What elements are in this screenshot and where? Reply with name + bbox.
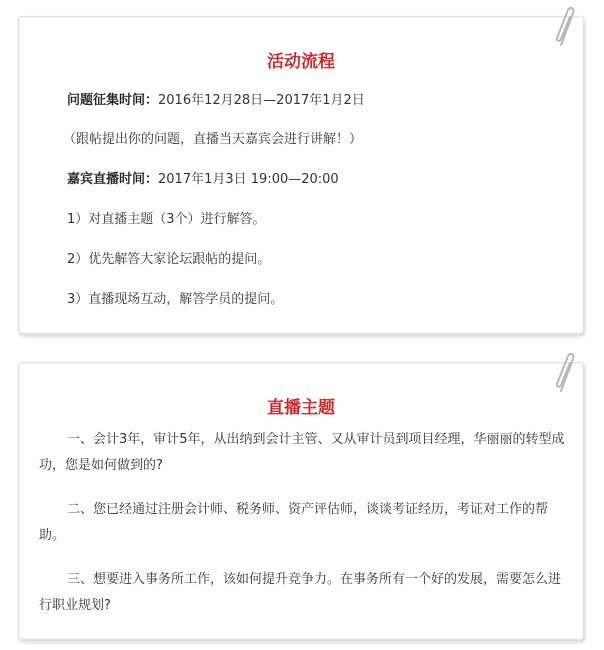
question-period-value: 2016年12月28日—2017年1月2日 [158, 93, 365, 108]
paperclip-icon [551, 5, 579, 47]
live-period-label: 嘉宾直播时间： [67, 172, 159, 187]
step-item: 2）优先解答大家论坛跟帖的提问。 [67, 252, 271, 267]
topics-card [18, 362, 584, 640]
step-item: 1）对直播主题（3个）进行解答。 [67, 212, 266, 227]
live-period [67, 168, 339, 187]
activity-title: 活动流程 [267, 52, 335, 72]
topic-item: 二、您已经通过注册会计师、税务师、资产评估师，谈谈考证经历，考证对工作的帮助。 [39, 502, 549, 543]
topics-title: 直播主题 [267, 398, 335, 418]
topic-item: 三、想要进入事务所工作，该如何提升竞争力。在事务所有一个好的发展，需要怎么进行职业规划? [39, 572, 562, 613]
note-text: （跟帖提出你的问题，直播当天嘉宾会进行讲解！） [63, 132, 363, 147]
step-item: 3）直播现场互动，解答学员的提问。 [67, 292, 284, 307]
paperclip-icon [551, 351, 579, 393]
live-period-value: 2017年1月3日 19:00—20:00 [158, 172, 339, 187]
question-period-label: 问题征集时间： [67, 93, 159, 108]
question-period [67, 89, 365, 108]
topic-item: 一、会计3年，审计5年，从出纳到会计主管、又从审计员到项目经理，华丽丽的转型成功，您是如何做到的? [39, 432, 565, 473]
activity-card [18, 16, 584, 334]
